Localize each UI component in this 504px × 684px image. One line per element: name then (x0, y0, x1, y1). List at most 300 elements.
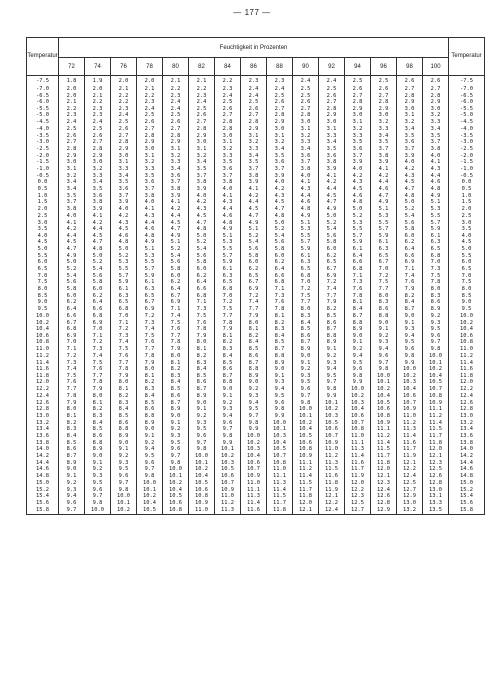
temperature-cell: -4.0 (27, 126, 59, 133)
value-cell: 10.2 (293, 420, 319, 427)
temperature-cell-right: 0.0 (449, 179, 485, 186)
value-cell: 3.0 (137, 146, 163, 153)
value-cell: 9.3 (319, 360, 345, 367)
table-row (27, 139, 485, 146)
value-cell: 9.2 (241, 386, 267, 393)
value-cell: 11.0 (189, 506, 215, 515)
value-cell: 9.0 (293, 353, 319, 360)
value-cell: 6.8 (345, 266, 371, 273)
temperature-cell-right: 5.0 (449, 246, 485, 253)
right-temperature-header: Temperatur (449, 38, 485, 76)
value-cell: 8.7 (319, 326, 345, 333)
table-row (27, 246, 485, 253)
value-cell: 12.9 (397, 493, 423, 500)
value-cell: 13.0 (423, 487, 449, 494)
value-cell: 2.1 (85, 93, 111, 100)
value-cell: 4.7 (85, 239, 111, 246)
value-cell: 8.0 (137, 366, 163, 373)
value-cell: 10.1 (423, 360, 449, 367)
value-cell: 11.6 (397, 440, 423, 447)
table-row (27, 393, 485, 400)
value-cell: 2.3 (111, 106, 137, 113)
value-cell: 4.0 (423, 153, 449, 160)
value-cell: 5.4 (319, 226, 345, 233)
value-cell: 8.0 (163, 353, 189, 360)
value-cell: 1.8 (59, 76, 85, 87)
value-cell: 6.3 (293, 259, 319, 266)
value-cell: 11.4 (293, 473, 319, 480)
value-cell: 4.6 (345, 193, 371, 200)
value-cell: 4.2 (267, 186, 293, 193)
value-cell: 12.5 (345, 500, 371, 507)
value-cell: 3.5 (267, 153, 293, 160)
value-cell: 2.8 (215, 126, 241, 133)
value-cell: 3.5 (189, 166, 215, 173)
value-cell: 8.0 (371, 293, 397, 300)
value-cell: 10.8 (267, 460, 293, 467)
value-cell: 8.2 (59, 420, 85, 427)
value-cell: 6.0 (241, 259, 267, 266)
value-cell: 4.7 (189, 220, 215, 227)
table-row (27, 159, 485, 166)
value-cell: 3.2 (241, 139, 267, 146)
temperature-cell: 14.0 (27, 446, 59, 453)
value-cell: 4.4 (85, 226, 111, 233)
value-cell: 5.2 (267, 226, 293, 233)
value-cell: 2.8 (397, 93, 423, 100)
value-cell: 8.3 (111, 400, 137, 407)
value-cell: 3.2 (137, 159, 163, 166)
temperature-cell: 13.2 (27, 420, 59, 427)
temperature-cell: 14.6 (27, 466, 59, 473)
temperature-cell: 12.0 (27, 379, 59, 386)
value-cell: 2.8 (85, 146, 111, 153)
value-cell: 8.5 (59, 440, 85, 447)
value-cell: 6.0 (85, 286, 111, 293)
value-cell: 6.6 (85, 306, 111, 313)
value-cell: 7.3 (111, 333, 137, 340)
value-cell: 7.1 (267, 286, 293, 293)
value-cell: 6.7 (163, 293, 189, 300)
value-cell: 10.2 (241, 440, 267, 447)
value-cell: 3.7 (189, 173, 215, 180)
table-row (27, 453, 485, 460)
value-cell: 6.5 (111, 299, 137, 306)
value-cell: 4.4 (241, 199, 267, 206)
value-cell: 8.6 (163, 393, 189, 400)
value-cell: 11.0 (345, 433, 371, 440)
table-row (27, 406, 485, 413)
value-cell: 11.7 (345, 466, 371, 473)
value-cell: 5.0 (345, 206, 371, 213)
value-cell: 9.8 (371, 366, 397, 373)
value-cell: 11.3 (267, 480, 293, 487)
value-cell: 10.6 (345, 413, 371, 420)
temperature-cell: 8.0 (27, 286, 59, 293)
value-cell: 7.1 (85, 333, 111, 340)
value-cell: 7.5 (85, 360, 111, 367)
value-cell: 2.7 (189, 119, 215, 126)
value-cell: 3.9 (267, 173, 293, 180)
value-cell: 5.1 (423, 199, 449, 206)
table-row (27, 186, 485, 193)
value-cell: 9.4 (371, 346, 397, 353)
value-cell: 11.3 (319, 460, 345, 467)
humidity-column-header: 84 (215, 58, 241, 76)
value-cell: 8.9 (293, 346, 319, 353)
value-cell: 3.7 (111, 193, 137, 200)
value-cell: 4.0 (267, 179, 293, 186)
value-cell: 12.3 (345, 493, 371, 500)
value-cell: 3.3 (371, 126, 397, 133)
value-cell: 3.6 (163, 173, 189, 180)
value-cell: 2.7 (111, 133, 137, 140)
value-cell: 3.8 (85, 199, 111, 206)
value-cell: 10.2 (137, 493, 163, 500)
temperature-cell-right: 10.6 (449, 333, 485, 340)
value-cell: 7.2 (241, 293, 267, 300)
value-cell: 7.6 (267, 299, 293, 306)
value-cell: 8.3 (215, 346, 241, 353)
value-cell: 11.8 (267, 506, 293, 515)
value-cell: 8.1 (345, 299, 371, 306)
value-cell: 3.9 (345, 159, 371, 166)
value-cell: 11.0 (215, 493, 241, 500)
value-cell: 4.3 (293, 186, 319, 193)
value-cell: 3.4 (423, 126, 449, 133)
value-cell: 8.4 (215, 353, 241, 360)
value-cell: 11.5 (423, 426, 449, 433)
value-cell: 8.3 (163, 373, 189, 380)
humidity-column-header: 98 (397, 58, 423, 76)
value-cell: 2.9 (267, 119, 293, 126)
temperature-cell-right: 14.2 (449, 453, 485, 460)
value-cell: 9.1 (345, 339, 371, 346)
value-cell: 6.5 (137, 293, 163, 300)
value-cell: 4.4 (319, 186, 345, 193)
value-cell: 8.9 (241, 373, 267, 380)
value-cell: 6.9 (163, 299, 189, 306)
value-cell: 10.7 (267, 453, 293, 460)
temperature-cell-right: 11.0 (449, 346, 485, 353)
value-cell: 2.6 (293, 99, 319, 106)
value-cell: 4.3 (397, 173, 423, 180)
value-cell: 9.8 (397, 353, 423, 360)
value-cell: 5.3 (111, 259, 137, 266)
value-cell: 2.7 (267, 106, 293, 113)
value-cell: 4.7 (59, 246, 85, 253)
value-cell: 4.3 (267, 193, 293, 200)
value-cell: 2.8 (137, 133, 163, 140)
value-cell: 12.4 (371, 487, 397, 494)
value-cell: 9.1 (59, 473, 85, 480)
value-cell: 3.4 (397, 126, 423, 133)
value-cell: 12.6 (371, 493, 397, 500)
value-cell: 3.9 (111, 199, 137, 206)
value-cell: 5.7 (293, 239, 319, 246)
value-cell: 2.6 (111, 126, 137, 133)
value-cell: 2.4 (85, 119, 111, 126)
value-cell: 6.2 (59, 299, 85, 306)
value-cell: 11.1 (371, 426, 397, 433)
value-cell: 8.2 (267, 320, 293, 327)
value-cell: 7.7 (371, 286, 397, 293)
value-cell: 9.0 (241, 379, 267, 386)
value-cell: 2.6 (423, 76, 449, 87)
table-row (27, 326, 485, 333)
value-cell: 5.5 (423, 213, 449, 220)
temperature-cell-right: -6.0 (449, 99, 485, 106)
value-cell: 8.8 (215, 379, 241, 386)
value-cell: 12.5 (397, 480, 423, 487)
value-cell: 5.2 (397, 206, 423, 213)
table-row (27, 206, 485, 213)
value-cell: 6.4 (397, 246, 423, 253)
value-cell: 10.8 (189, 493, 215, 500)
value-cell: 3.1 (163, 146, 189, 153)
value-cell: 5.3 (423, 206, 449, 213)
value-cell: 8.1 (241, 326, 267, 333)
value-cell: 9.7 (59, 506, 85, 515)
table-row (27, 106, 485, 113)
value-cell: 3.0 (215, 133, 241, 140)
value-cell: 4.0 (111, 206, 137, 213)
table-row (27, 93, 485, 100)
value-cell: 9.1 (319, 346, 345, 353)
value-cell: 8.8 (111, 426, 137, 433)
value-cell: 2.3 (85, 106, 111, 113)
value-cell: 10.6 (241, 460, 267, 467)
value-cell: 8.7 (215, 373, 241, 380)
value-cell: 8.6 (319, 320, 345, 327)
table-row (27, 487, 485, 494)
value-cell: 6.2 (85, 293, 111, 300)
value-cell: 11.5 (371, 446, 397, 453)
value-cell: 2.2 (189, 86, 215, 93)
temperature-cell-right: 15.0 (449, 480, 485, 487)
value-cell: 6.1 (215, 266, 241, 273)
value-cell: 11.7 (371, 453, 397, 460)
value-cell: 8.2 (397, 293, 423, 300)
value-cell: 8.5 (85, 426, 111, 433)
table-row (27, 473, 485, 480)
value-cell: 3.3 (85, 173, 111, 180)
value-cell: 10.7 (397, 400, 423, 407)
value-cell: 6.6 (345, 259, 371, 266)
value-cell: 8.5 (319, 313, 345, 320)
temperature-cell: 14.2 (27, 453, 59, 460)
table-row (27, 346, 485, 353)
value-cell: 4.3 (137, 213, 163, 220)
value-cell: 12.9 (371, 506, 397, 515)
value-cell: 2.6 (267, 99, 293, 106)
value-cell: 5.7 (137, 266, 163, 273)
value-cell: 9.0 (163, 413, 189, 420)
table-row (27, 373, 485, 380)
value-cell: 10.6 (397, 393, 423, 400)
temperature-cell-right: 7.5 (449, 279, 485, 286)
temperature-cell-right: 15.2 (449, 487, 485, 494)
value-cell: 11.5 (267, 493, 293, 500)
value-cell: 10.4 (267, 440, 293, 447)
value-cell: 10.6 (319, 426, 345, 433)
temperature-cell-right: 13.4 (449, 426, 485, 433)
value-cell: 3.0 (371, 112, 397, 119)
value-cell: 7.5 (111, 346, 137, 353)
value-cell: 8.6 (371, 306, 397, 313)
value-cell: 9.2 (137, 440, 163, 447)
temperature-cell-right: -4.5 (449, 119, 485, 126)
value-cell: 10.1 (189, 460, 215, 467)
value-cell: 7.3 (85, 346, 111, 353)
value-cell: 3.1 (345, 119, 371, 126)
value-cell: 9.5 (241, 406, 267, 413)
value-cell: 8.9 (189, 393, 215, 400)
value-cell: 6.0 (163, 273, 189, 280)
value-cell: 11.2 (215, 500, 241, 507)
value-cell: 3.0 (267, 126, 293, 133)
value-cell: 3.2 (423, 112, 449, 119)
value-cell: 3.2 (267, 139, 293, 146)
value-cell: 5.9 (423, 226, 449, 233)
temperature-cell-right: 4.0 (449, 233, 485, 240)
value-cell: 4.8 (423, 186, 449, 193)
table-row (27, 253, 485, 260)
value-cell: 10.7 (319, 433, 345, 440)
value-cell: 11.6 (345, 460, 371, 467)
value-cell: 8.6 (423, 299, 449, 306)
value-cell: 5.1 (215, 233, 241, 240)
value-cell: 7.3 (423, 266, 449, 273)
value-cell: 10.7 (241, 466, 267, 473)
value-cell: 9.1 (111, 446, 137, 453)
value-cell: 5.2 (59, 266, 85, 273)
value-cell: 12.8 (371, 500, 397, 507)
value-cell: 10.5 (189, 480, 215, 487)
value-cell: 11.2 (319, 453, 345, 460)
value-cell: 11.5 (319, 466, 345, 473)
value-cell: 9.6 (163, 446, 189, 453)
value-cell: 11.4 (241, 500, 267, 507)
value-cell: 3.6 (267, 159, 293, 166)
value-cell: 2.6 (163, 119, 189, 126)
value-cell: 10.0 (111, 493, 137, 500)
value-cell: 10.8 (345, 426, 371, 433)
value-cell: 10.2 (397, 373, 423, 380)
value-cell: 8.1 (267, 313, 293, 320)
value-cell: 10.3 (267, 433, 293, 440)
value-cell: 5.4 (189, 246, 215, 253)
value-cell: 9.8 (189, 446, 215, 453)
value-cell: 3.3 (111, 166, 137, 173)
value-cell: 2.8 (59, 146, 85, 153)
temperature-cell-right: -7.5 (449, 76, 485, 87)
value-cell: 11.8 (423, 440, 449, 447)
value-cell: 12.1 (371, 473, 397, 480)
value-cell: 10.8 (371, 413, 397, 420)
value-cell: 7.1 (345, 273, 371, 280)
value-cell: 6.6 (189, 286, 215, 293)
value-cell: 2.4 (111, 112, 137, 119)
value-cell: 9.3 (267, 379, 293, 386)
temperature-cell: -6.5 (27, 93, 59, 100)
value-cell: 10.4 (371, 393, 397, 400)
value-cell: 2.7 (423, 86, 449, 93)
value-cell: 2.8 (163, 133, 189, 140)
value-cell: 4.5 (319, 193, 345, 200)
value-cell: 10.5 (371, 400, 397, 407)
temperature-cell-right: -0.5 (449, 173, 485, 180)
value-cell: 11.5 (293, 480, 319, 487)
value-cell: 8.2 (215, 339, 241, 346)
value-cell: 8.6 (59, 446, 85, 453)
value-cell: 9.1 (137, 433, 163, 440)
value-cell: 9.6 (397, 346, 423, 353)
value-cell: 7.4 (397, 273, 423, 280)
value-cell: 9.3 (241, 393, 267, 400)
temperature-cell-right: -4.0 (449, 126, 485, 133)
value-cell: 9.5 (423, 326, 449, 333)
value-cell: 9.4 (59, 493, 85, 500)
value-cell: 4.5 (189, 213, 215, 220)
value-cell: 9.4 (319, 366, 345, 373)
temperature-cell-right: -2.0 (449, 153, 485, 160)
value-cell: 8.9 (423, 306, 449, 313)
value-cell: 3.5 (111, 179, 137, 186)
value-cell: 2.5 (85, 126, 111, 133)
value-cell: 3.6 (319, 153, 345, 160)
value-cell: 9.1 (371, 326, 397, 333)
value-cell: 8.5 (137, 400, 163, 407)
value-cell: 8.8 (137, 413, 163, 420)
table-row (27, 193, 485, 200)
humidity-column-header: 72 (59, 58, 85, 76)
value-cell: 11.1 (293, 460, 319, 467)
value-cell: 10.0 (267, 420, 293, 427)
value-cell: 10.3 (345, 400, 371, 407)
value-cell: 2.7 (215, 112, 241, 119)
value-cell: 8.3 (423, 293, 449, 300)
table-row (27, 273, 485, 280)
value-cell: 5.7 (111, 273, 137, 280)
temperature-cell: 15.6 (27, 500, 59, 507)
value-cell: 8.0 (59, 406, 85, 413)
value-cell: 2.6 (241, 106, 267, 113)
value-cell: 9.2 (111, 453, 137, 460)
value-cell: 3.1 (319, 126, 345, 133)
value-cell: 7.4 (163, 313, 189, 320)
value-cell: 9.7 (111, 480, 137, 487)
temperature-cell-right: 15.8 (449, 506, 485, 515)
value-cell: 4.7 (371, 193, 397, 200)
value-cell: 8.7 (397, 306, 423, 313)
value-cell: 9.2 (371, 333, 397, 340)
value-cell: 8.2 (319, 306, 345, 313)
value-cell: 3.8 (293, 166, 319, 173)
value-cell: 2.5 (293, 86, 319, 93)
value-cell: 6.6 (267, 273, 293, 280)
value-cell: 10.4 (137, 500, 163, 507)
value-cell: 12.0 (371, 466, 397, 473)
value-cell: 2.3 (85, 112, 111, 119)
value-cell: 9.5 (137, 453, 163, 460)
temperature-cell: -2.5 (27, 146, 59, 153)
value-cell: 11.4 (267, 487, 293, 494)
value-cell: 5.2 (85, 259, 111, 266)
value-cell: 7.8 (137, 353, 163, 360)
value-cell: 7.8 (423, 279, 449, 286)
temperature-cell-right: 10.8 (449, 339, 485, 346)
